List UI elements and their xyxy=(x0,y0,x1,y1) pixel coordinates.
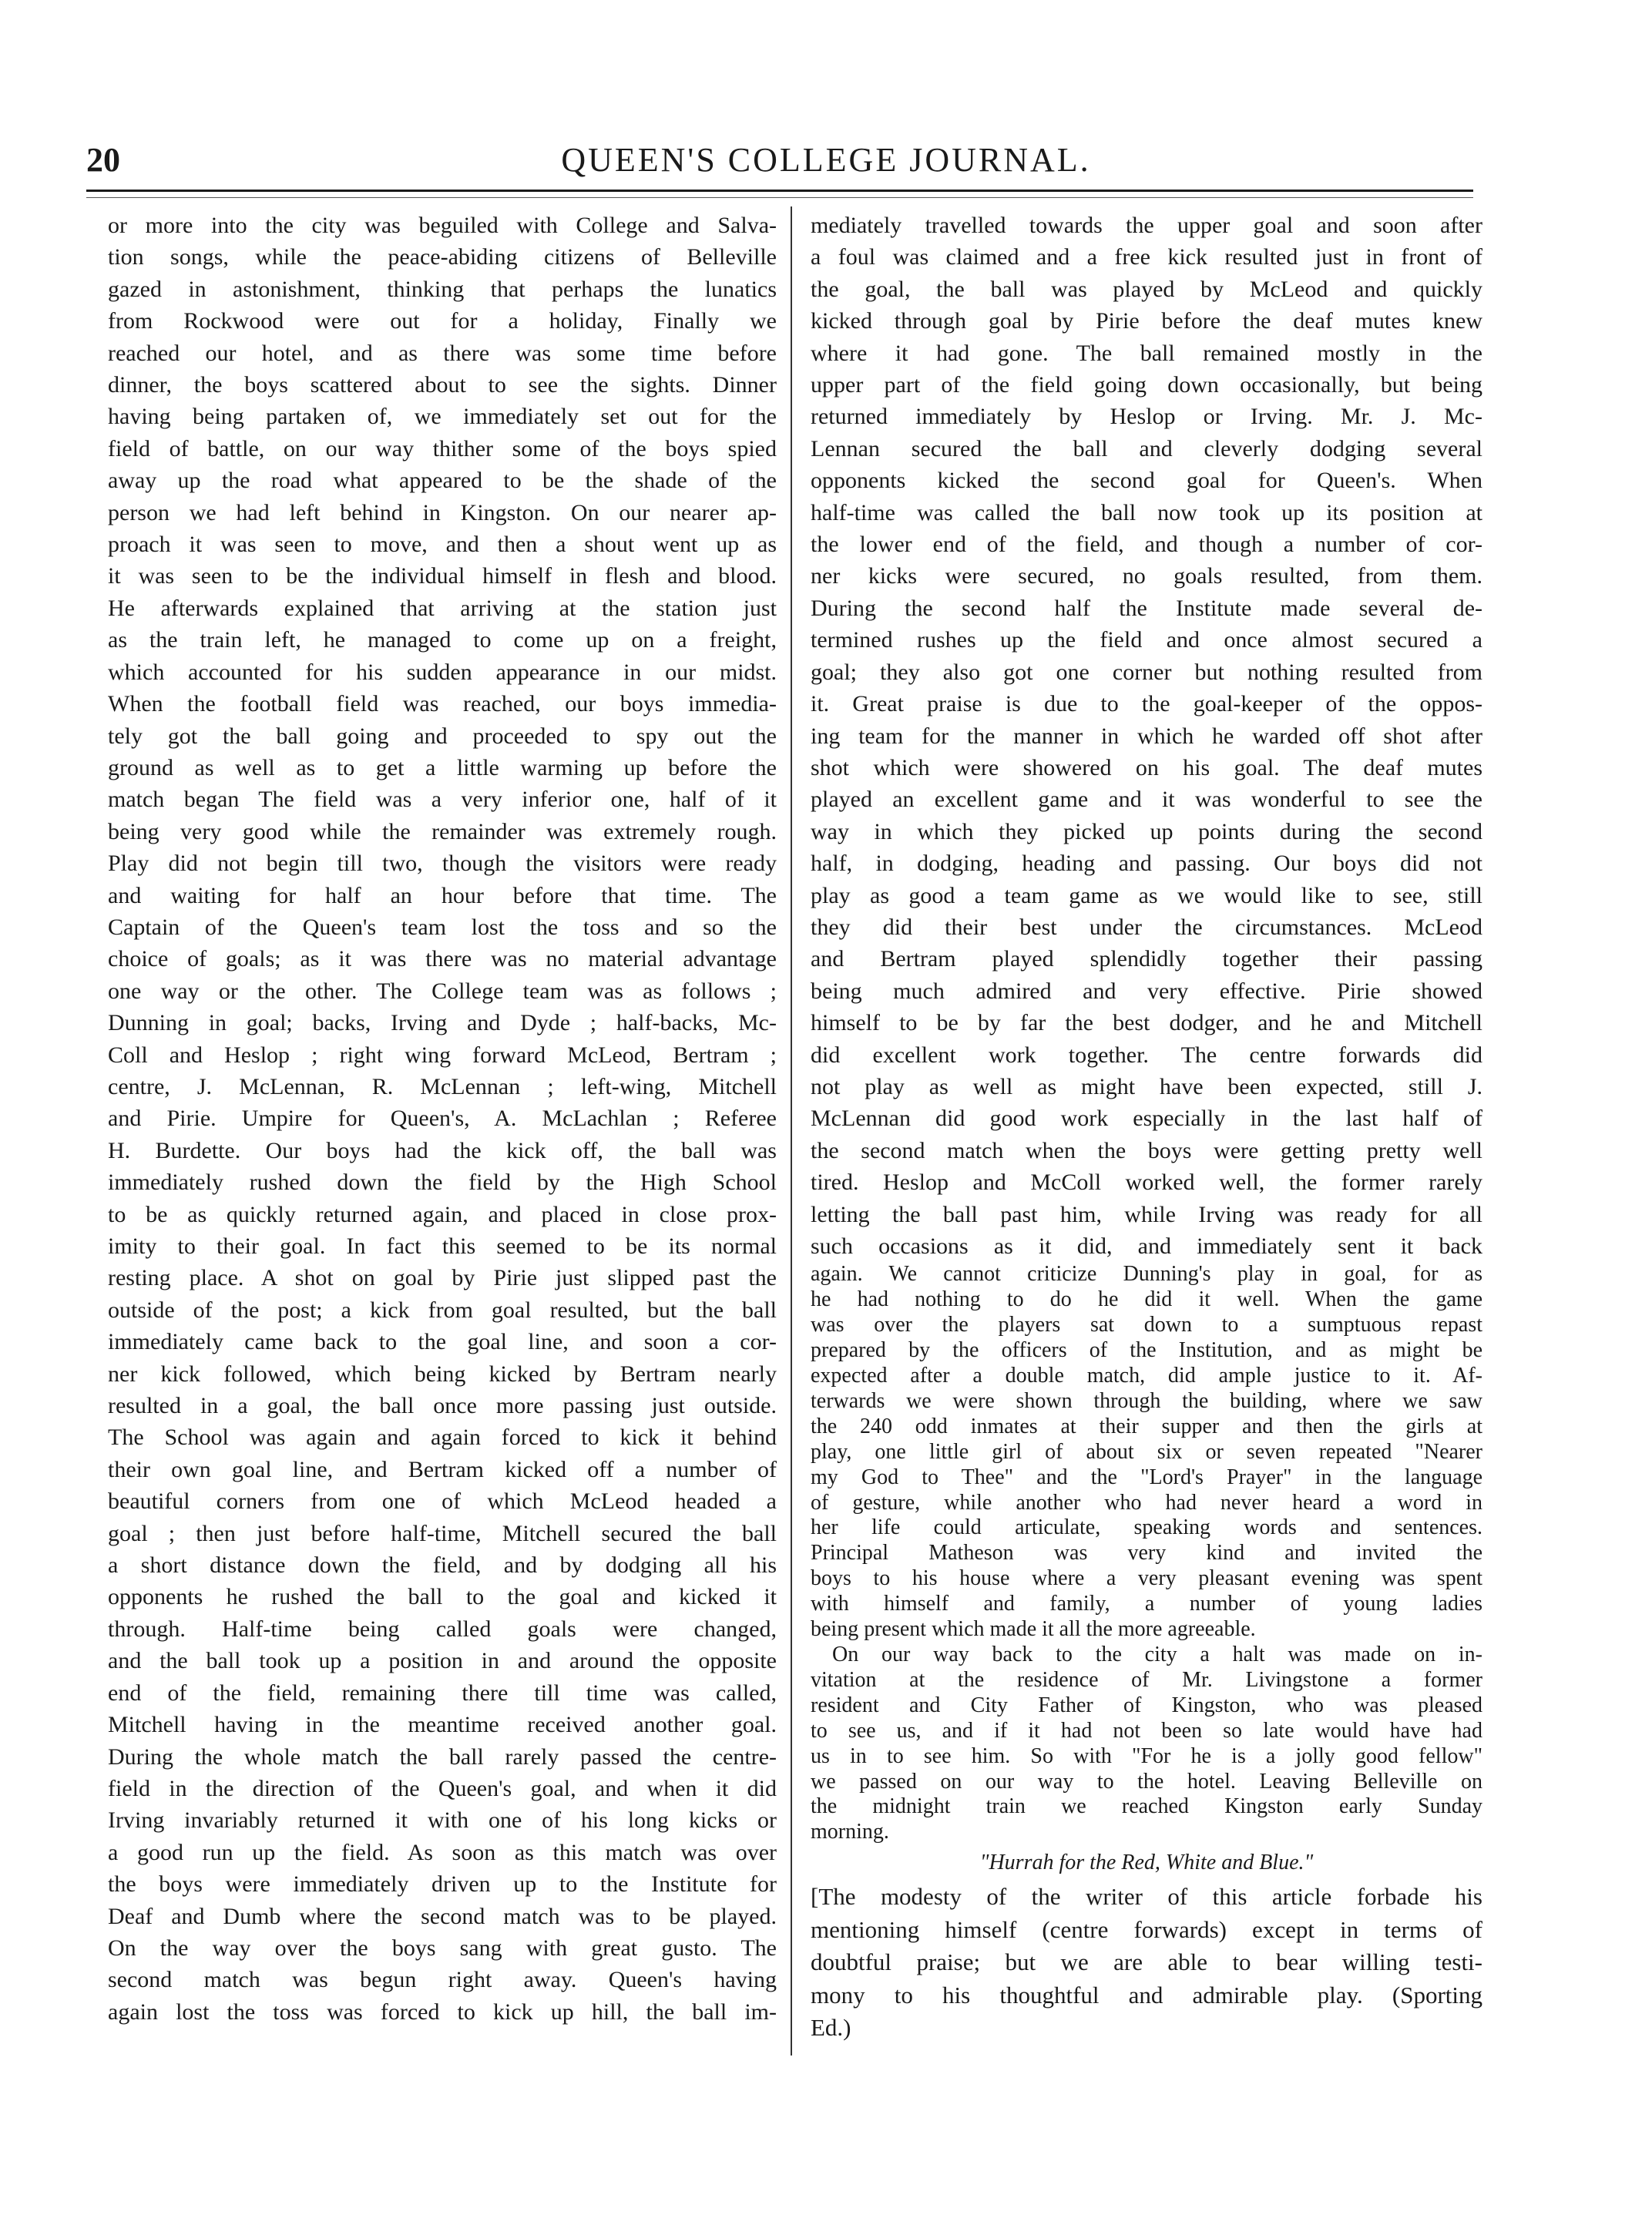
text-line: Mitchell having in the meantime received another goal. xyxy=(108,1712,777,1738)
text-line: they did their best under the circumstances. McLeod xyxy=(811,914,1482,940)
text-line: one way or the other. The College team was as follows ; xyxy=(108,978,777,1004)
text-line: half-time was called the ball now took up its position at xyxy=(811,499,1482,525)
text-line: the midnight train we reached Kingston early Sunday xyxy=(811,1794,1482,1819)
text-line: himself to be by far the best dodger, and he and Mitchell xyxy=(811,1010,1482,1036)
text-line: not play as well as might have been expected, still J. xyxy=(811,1073,1482,1099)
text-line: letting the ball past him, while Irving was ready for all xyxy=(811,1201,1482,1227)
text-line: opponents kicked the second goal for Queen's. When xyxy=(811,468,1482,494)
text-line: returned immediately by Heslop or Irving. Mr. J. Mc- xyxy=(811,404,1482,430)
text-line: On the way over the boys sang with great gusto. The xyxy=(108,1935,777,1961)
text-line: On our way back to the city a halt was made on in- xyxy=(832,1643,1482,1666)
text-line: Ed.) xyxy=(811,2014,851,2042)
right-column-main xyxy=(811,210,1482,1262)
text-line: When the football field was reached, our boys immedia- xyxy=(108,691,777,717)
text-line: it. Great praise is due to the goal-keeper of the oppos- xyxy=(811,691,1482,717)
text-line: boys to his house where a very pleasant evening was spent xyxy=(811,1566,1482,1591)
text-line: play as good a team game as we would like to see, still xyxy=(811,882,1482,908)
text-line: dinner, the boys scattered about to see the sights. Dinner xyxy=(108,372,777,398)
text-line: to see us, and if it had not been so late would have had xyxy=(811,1718,1482,1743)
text-line: my God to Thee" and the "Lord's Prayer" in the language xyxy=(811,1465,1482,1489)
text-line: Coll and Heslop ; right wing forward McLeod, Bertram ; xyxy=(108,1042,777,1068)
text-line: upper part of the field going down occasionally, but being xyxy=(811,372,1482,398)
text-line: a foul was claimed and a free kick resulted just in front of xyxy=(811,244,1482,270)
text-line: imity to their goal. In fact this seemed to be its normal xyxy=(108,1233,777,1259)
text-line: mony to his thoughtful and admirable play. (Sporting xyxy=(811,1981,1482,2009)
text-line: and Bertram played splendidly together their passing xyxy=(811,946,1482,972)
text-line: such occasions as it did, and immediately sent it back xyxy=(811,1233,1482,1259)
text-line: doubtful praise; but we are able to bear willing testi- xyxy=(811,1948,1482,1976)
text-line: or more into the city was beguiled with College and Salva- xyxy=(108,213,777,238)
text-line: and waiting for half an hour before that time. The xyxy=(108,882,777,908)
text-line: Dunning in goal; backs, Irving and Dyde ; half-backs, Mc- xyxy=(108,1010,777,1036)
text-line: the goal, the ball was played by McLeod and quickly xyxy=(811,276,1482,302)
text-line: play, one little girl of about six or seven repeated "Nearer xyxy=(811,1439,1482,1464)
text-line: Deaf and Dumb where the second match was to be played. xyxy=(108,1903,777,1929)
text-line: During the second half the Institute made several de- xyxy=(811,595,1482,621)
text-line: of gesture, while another who had never heard a word in xyxy=(811,1490,1482,1515)
text-line: ground as well as to get a little warming up before the xyxy=(108,754,777,780)
text-line: Captain of the Queen's team lost the toss and so the xyxy=(108,914,777,940)
text-line: person we had left behind in Kingston. On our nearer ap- xyxy=(108,499,777,525)
text-line: again lost the toss was forced to kick up hill, the ball im- xyxy=(108,1998,777,2025)
text-line: being very good while the remainder was extremely rough. xyxy=(108,818,777,844)
text-line: tely got the ball going and proceeded to spy out the xyxy=(108,723,777,749)
text-line: way in which they picked up points during the second xyxy=(811,818,1482,844)
column-divider xyxy=(791,206,792,2056)
text-line: Principal Matheson was very kind and invited the xyxy=(811,1541,1482,1566)
text-line: the boys were immediately driven up to the Institute for xyxy=(108,1871,777,1898)
text-line: having being partaken of, we immediately set out for the xyxy=(108,404,777,430)
text-line: we passed on our way to the hotel. Leaving Belleville on xyxy=(811,1769,1482,1794)
text-line: outside of the post; a kick from goal resulted, but the ball xyxy=(108,1297,777,1323)
text-line: mediately travelled towards the upper goal and soon after xyxy=(811,213,1482,238)
text-line: played an excellent game and it was wonderful to see the xyxy=(811,787,1482,813)
text-line: which accounted for his sudden appearance in our midst. xyxy=(108,659,777,685)
text-line: vitation at the residence of Mr. Livingstone a former xyxy=(811,1667,1482,1692)
text-line: through. Half-time being called goals were changed, xyxy=(108,1616,777,1642)
text-line: the 240 odd inmates at their supper and then the girls at xyxy=(811,1414,1482,1438)
text-line: was over the players sat down to a sumptuous repast xyxy=(811,1313,1482,1337)
header-rule xyxy=(86,190,1473,192)
text-line: He afterwards explained that arriving at the station just xyxy=(108,595,777,621)
text-line: us in to see him. So with "For he is a jolly good fellow" xyxy=(811,1743,1482,1768)
right-column-small xyxy=(811,1262,1482,1643)
text-line: field in the direction of the Queen's goal, and when it did xyxy=(108,1775,777,1801)
text-line: to be as quickly returned again, and placed in close prox- xyxy=(108,1201,777,1227)
text-line: a short distance down the field, and by dodging all his xyxy=(108,1552,777,1579)
text-line: termined rushes up the field and once almost secured a xyxy=(811,627,1482,653)
text-line: where it had gone. The ball remained mostly in the xyxy=(811,340,1482,366)
text-line: The School was again and again forced to kick it behind xyxy=(108,1425,777,1451)
text-line: ing team for the manner in which he warded off shot after xyxy=(811,723,1482,749)
text-line: centre, J. McLennan, R. McLennan ; left-wing, Mitchell xyxy=(108,1073,777,1099)
text-line: half, in dodging, heading and passing. Our boys did not xyxy=(811,851,1482,877)
text-line: Irving invariably returned it with one of his long kicks or xyxy=(108,1807,777,1834)
text-line: their own goal line, and Bertram kicked off a number of xyxy=(108,1456,777,1482)
text-line: second match was begun right away. Queen's having xyxy=(108,1967,777,1993)
text-line: mentioning himself (centre forwards) except in terms of xyxy=(811,1915,1482,1943)
text-line: gazed in astonishment, thinking that perhaps the lunatics xyxy=(108,276,777,302)
journal-title: QUEEN'S COLLEGE JOURNAL. xyxy=(561,141,1091,179)
text-line: immediately rushed down the field by the High School xyxy=(108,1170,777,1196)
text-line: immediately came back to the goal line, and soon a cor- xyxy=(108,1329,777,1355)
text-line: ner kicks were secured, no goals resulted, from them. xyxy=(811,563,1482,589)
text-line: as the train left, he managed to come up on a freight, xyxy=(108,627,777,653)
text-line: being present which made it all the more agreeable. xyxy=(811,1617,1256,1642)
text-line: and the ball took up a position in and around the opposite xyxy=(108,1648,777,1674)
text-line: morning. xyxy=(811,1820,889,1844)
text-line: Lennan secured the ball and cleverly dodging several xyxy=(811,435,1482,461)
text-line: being much admired and very effective. Pirie showed xyxy=(811,978,1482,1004)
header-rule-thin xyxy=(86,197,1473,198)
text-line: it was seen to be the individual himself in flesh and blood. xyxy=(108,563,777,589)
text-line: again. We cannot criticize Dunning's play in goal, for as xyxy=(811,1262,1482,1287)
text-line: Play did not begin till two, though the visitors were ready xyxy=(108,851,777,877)
text-line: opponents he rushed the ball to the goal and kicked it xyxy=(108,1584,777,1610)
text-line: goal; they also got one corner but nothing resulted from xyxy=(811,659,1482,685)
text-line: away up the road what appeared to be the shade of the xyxy=(108,468,777,494)
editor-note xyxy=(811,1881,1482,2045)
text-line: beautiful corners from one of which McLeod headed a xyxy=(108,1488,777,1515)
text-line: and Pirie. Umpire for Queen's, A. McLachlan ; Referee xyxy=(108,1106,777,1132)
text-line: her life could articulate, speaking words and sentences. xyxy=(811,1515,1482,1540)
page-number: 20 xyxy=(86,141,120,179)
text-line: he had nothing to do he did it well. When the game xyxy=(811,1287,1482,1312)
text-line: resulted in a goal, the ball once more passing just outside. xyxy=(108,1393,777,1419)
text-line: resident and City Father of Kingston, who was pleased xyxy=(811,1693,1482,1717)
text-line: did excellent work together. The centre forwards did xyxy=(811,1042,1482,1068)
text-line: kicked through goal by Pirie before the deaf mutes knew xyxy=(811,308,1482,334)
text-line: end of the field, remaining there till time was called, xyxy=(108,1680,777,1706)
text-line: resting place. A shot on goal by Pirie just slipped past the xyxy=(108,1265,777,1291)
text-line: McLennan did good work especially in the last half of xyxy=(811,1106,1482,1132)
text-line: field of battle, on our way thither some of the boys spied xyxy=(108,435,777,461)
text-line: match began The field was a very inferior one, half of it xyxy=(108,787,777,813)
text-line: ner kick followed, which being kicked by Bertram nearly xyxy=(108,1361,777,1387)
right-column-return xyxy=(811,1643,1482,1845)
text-line: from Rockwood were out for a holiday, Finally we xyxy=(108,308,777,334)
text-line: choice of goals; as it was there was no material advantage xyxy=(108,946,777,972)
text-line: goal ; then just before half-time, Mitchell secured the ball xyxy=(108,1520,777,1546)
signoff: "Hurrah for the Red, White and Blue." xyxy=(979,1851,1314,1875)
text-line: H. Burdette. Our boys had the kick off, the ball was xyxy=(108,1137,777,1163)
text-line: [The modesty of the writer of this article forbade his xyxy=(811,1883,1482,1911)
text-line: the lower end of the field, and though a number of cor- xyxy=(811,532,1482,558)
text-line: tion songs, while the peace-abiding citizens of Belleville xyxy=(108,244,777,270)
text-line: a good run up the field. As soon as this match was over xyxy=(108,1839,777,1865)
text-line: tired. Heslop and McColl worked well, the former rarely xyxy=(811,1170,1482,1196)
text-line: shot which were showered on his goal. The deaf mutes xyxy=(811,754,1482,780)
text-line: terwards we were shown through the building, where we saw xyxy=(811,1388,1482,1413)
text-line: reached our hotel, and as there was some time before xyxy=(108,340,777,366)
text-line: with himself and family, a number of young ladies xyxy=(811,1592,1482,1616)
text-line: prepared by the officers of the Institution, and as might be xyxy=(811,1338,1482,1363)
left-column xyxy=(108,210,777,2028)
text-line: the second match when the boys were getting pretty well xyxy=(811,1137,1482,1163)
text-line: proach it was seen to move, and then a shout went up as xyxy=(108,532,777,558)
text-line: During the whole match the ball rarely passed the centre- xyxy=(108,1743,777,1770)
right-column xyxy=(811,210,1482,2045)
text-line: expected after a double match, did ample justice to it. Af- xyxy=(811,1364,1482,1388)
